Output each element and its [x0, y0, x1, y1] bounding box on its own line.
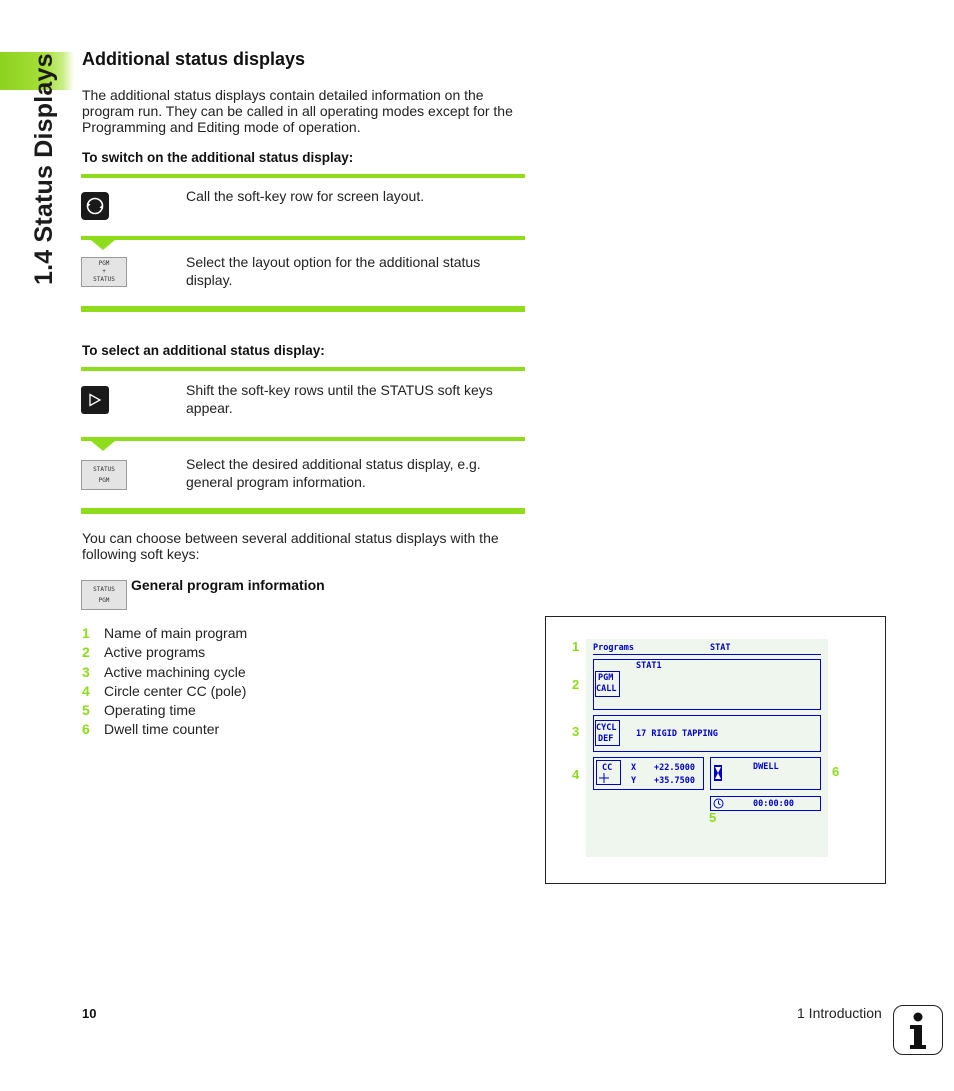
status-pgm-softkey[interactable]: STATUS PGM: [81, 460, 127, 490]
step-text: Call the soft-key row for screen layout.: [186, 188, 425, 204]
step-text: Shift the soft-key rows until the STATUS soft keys appear.: [186, 382, 493, 416]
screen-layout-key-icon[interactable]: [81, 192, 109, 220]
callout-2: 2: [572, 677, 580, 692]
softkey-item-title: General program information: [131, 577, 325, 593]
active-programs-box: [593, 659, 821, 710]
status-screen: Programs STAT STAT1 PGM CALL CYCL DEF 17 RIGID TAPPING CC X +22.5000 Y +35.7500 DWELL 00:00:00: [586, 639, 828, 857]
callout-1: 1: [572, 639, 580, 654]
step-divider: [81, 236, 525, 240]
section-end-divider: [81, 508, 525, 514]
status-pgm-softkey[interactable]: STATUS PGM: [81, 580, 127, 610]
stat-header: STAT: [710, 643, 731, 653]
operating-time: 00:00:00: [753, 799, 794, 809]
callout-6: 6: [832, 764, 840, 779]
programs-header: Programs: [593, 643, 634, 653]
hourglass-icon: [714, 765, 722, 781]
callout-5: 5: [709, 810, 717, 825]
step-divider: [81, 174, 525, 178]
active-cycle: 17 RIGID TAPPING: [636, 729, 718, 739]
chapter-label: 1 Introduction: [797, 1005, 882, 1021]
choose-paragraph: You can choose between several additional status displays with the following soft keys:: [82, 530, 499, 562]
step-arrow: [91, 240, 115, 250]
switch-on-title: To switch on the additional status display:: [82, 150, 354, 165]
pgm-status-softkey[interactable]: PGM + STATUS: [81, 257, 127, 287]
step-divider: [81, 437, 525, 441]
intro-paragraph: The additional status displays contain detailed information on the program run. They can be called in all operating modes except for the Programming and Editing mode of operation.: [82, 87, 513, 135]
header-underline: [593, 654, 821, 655]
step-text: Select the desired additional status display, e.g. general program information.: [186, 456, 481, 490]
next-softkey-row-icon[interactable]: [81, 386, 109, 414]
status-screen-figure: [545, 616, 886, 884]
cc-y-value: +35.7500: [654, 776, 695, 786]
section-end-divider: [81, 306, 525, 312]
clock-icon: [713, 798, 724, 809]
callout-4: 4: [572, 767, 580, 782]
crosshair-icon: [598, 773, 610, 783]
dwell-label: DWELL: [753, 762, 779, 772]
step-text: Select the layout option for the additional status display.: [186, 254, 481, 288]
select-title: To select an additional status display:: [82, 343, 325, 358]
main-program-name: STAT1: [636, 661, 662, 671]
callout-3: 3: [572, 724, 580, 739]
cc-x-value: +22.5000: [654, 763, 695, 773]
step-arrow: [91, 441, 115, 451]
section-heading: Additional status displays: [82, 49, 306, 69]
info-icon: [893, 1005, 943, 1055]
page-number: 10: [82, 1006, 97, 1021]
step-divider: [81, 367, 525, 371]
